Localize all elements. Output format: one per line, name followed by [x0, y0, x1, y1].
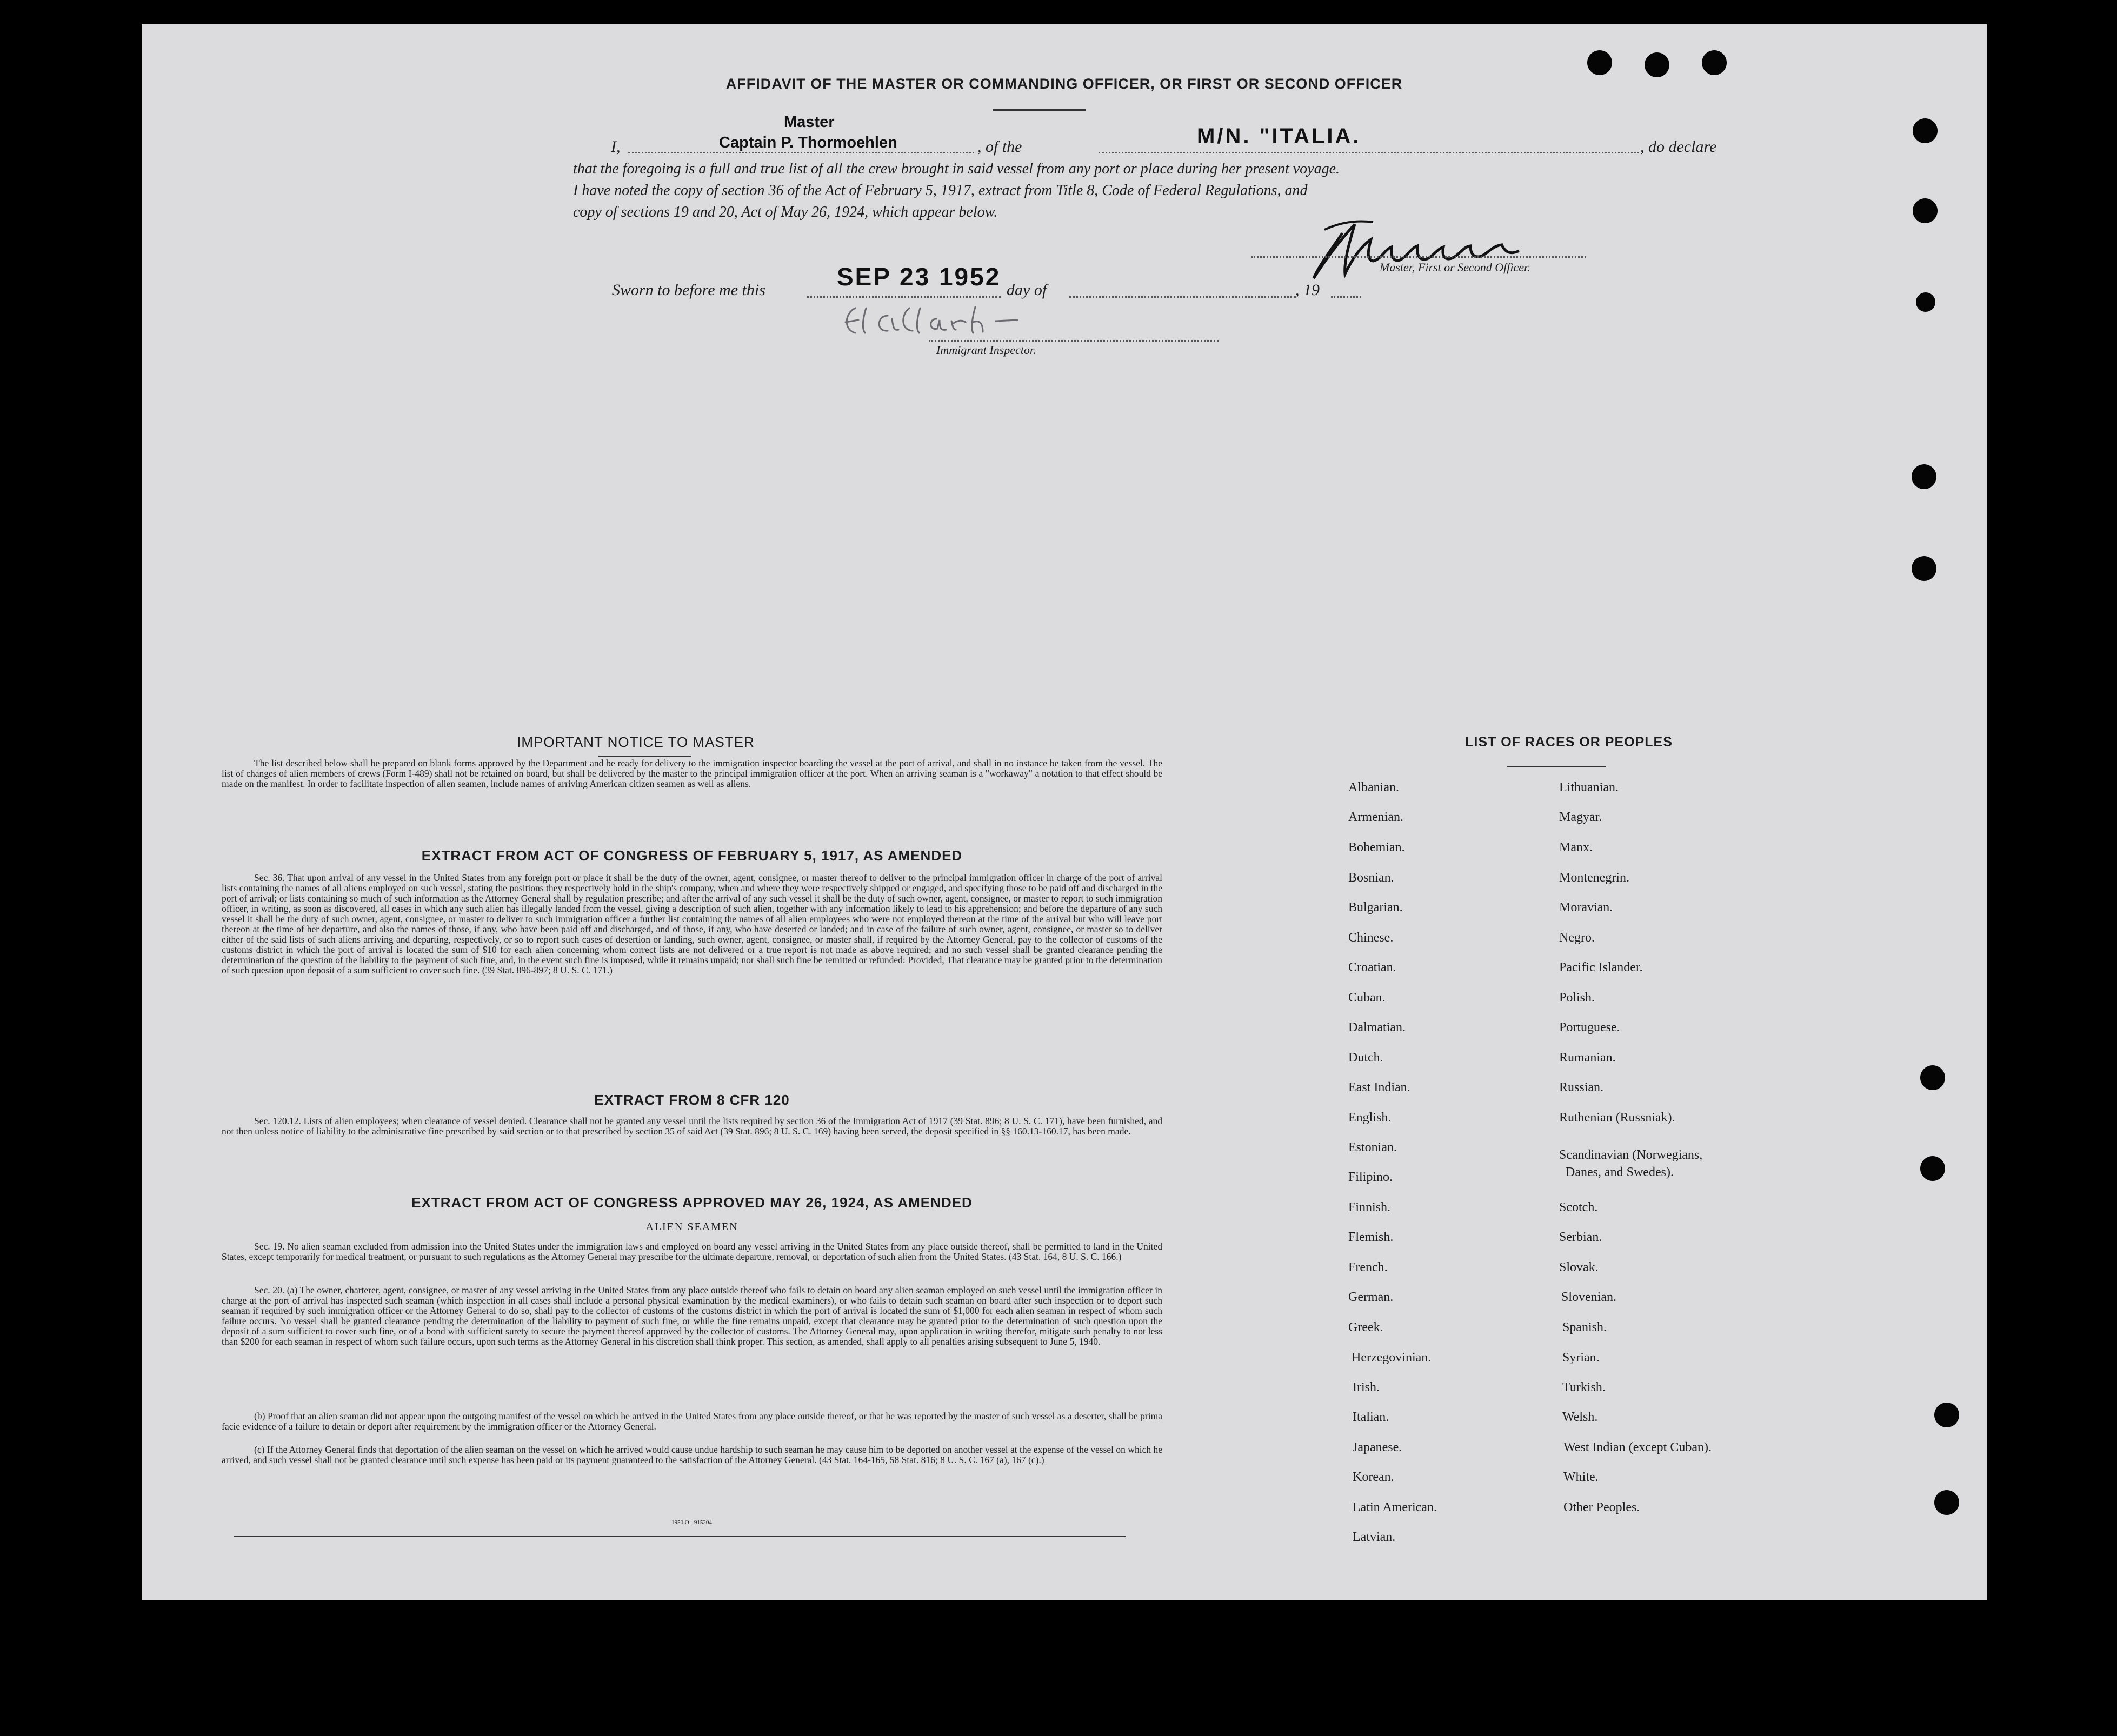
- race-item: Latin American.: [1353, 1500, 1437, 1514]
- race-item: Ruthenian (Russniak).: [1559, 1111, 1675, 1125]
- vessel-line: [1099, 152, 1639, 153]
- punch-hole: [1934, 1403, 1959, 1427]
- signature-line: [1251, 256, 1586, 258]
- extract-cfr-body: Sec. 120.12. Lists of alien employees; when clearance of vessel denied. Clearance shall not be granted any vessel until the lists required by section 36 of the Immigration Act of 1917 (39 Stat. 896; 8 U. S. C. 171), have been furnished, and not then unless notice of liability to the administrative fine prescribed by said section or to that prescribed by section 35 of said Act (39 Stat. 896; 8 U. S. C. 169) having been served, the deposit specified in §§ 160.13-160.17, has been made.: [222, 1116, 1162, 1137]
- race-item: Estonian.: [1348, 1140, 1397, 1154]
- declare-label: , do declare: [1640, 138, 1717, 156]
- month-line: [1069, 296, 1296, 298]
- race-item: Manx.: [1559, 840, 1593, 854]
- of-the-label: , of the: [977, 138, 1022, 156]
- alien-seamen-subtitle: ALIEN SEAMEN: [645, 1221, 738, 1233]
- race-item: Armenian.: [1348, 810, 1403, 824]
- print-code: 1950 O - 915204: [671, 1519, 712, 1526]
- race-item: Polish.: [1559, 991, 1595, 1005]
- race-item: French.: [1348, 1260, 1388, 1274]
- race-item: Slovenian.: [1561, 1290, 1616, 1304]
- extract-1924-title: EXTRACT FROM ACT OF CONGRESS APPROVED MAY 26, 1924, AS AMENDED: [411, 1194, 973, 1211]
- race-item: Serbian.: [1559, 1230, 1602, 1244]
- sec-20c-body: (c) If the Attorney General finds that deportation of the alien seaman on the vessel on which he arrived would cause undue hardship to such seaman he may cause him to be deported on another vessel at the expense of the vessel on which he arrived, and such vessel shall not be granted clearance until such expense has been paid or its payment guaranteed to the satisfaction of the Attorney General. (43 Stat. 164-165, 58 Stat. 816; 8 U. S. C. 167 (a), 167 (c).): [222, 1444, 1162, 1465]
- sec-19-body: Sec. 19. No alien seaman excluded from admission into the United States under the immigration laws and employed on board any vessel arriving in the United States from any place outside thereof, shall be permitted to land in the United States, except temporarily for medical treatment, or pursuant to such regulations as the Attorney General may prescribe for the ultimate departure, removal, or deportation of such alien from the United States. (43 Stat. 164, 8 U. S. C. 166.): [222, 1241, 1162, 1262]
- declaration-line-2: that the foregoing is a full and true list of all the crew brought in said vessel from any port or place during her present voyage.: [573, 161, 1340, 177]
- race-item: Irish.: [1353, 1380, 1380, 1394]
- race-item: Moravian.: [1559, 900, 1613, 914]
- race-item: Dalmatian.: [1348, 1020, 1406, 1034]
- title-divider: [993, 109, 1086, 111]
- race-item: Croatian.: [1348, 960, 1396, 974]
- race-item: Spanish.: [1562, 1320, 1607, 1334]
- race-item: Greek.: [1348, 1320, 1383, 1334]
- notice-divider: [598, 756, 691, 757]
- punch-hole: [1913, 198, 1938, 223]
- race-item: Portuguese.: [1559, 1020, 1620, 1034]
- punch-hole: [1912, 556, 1936, 581]
- sec-20b-body: (b) Proof that an alien seaman did not appear upon the outgoing manifest of the vessel on which he arrived in the United States from any place outside thereof, or that he was reported by the master of such vessel as a deserter, shall be prima facie evidence of a failure to detain or deport after requirement by the immigration officer or the Attorney General.: [222, 1411, 1162, 1432]
- race-item: Bohemian.: [1348, 840, 1405, 854]
- punch-hole: [1913, 118, 1938, 143]
- race-item: Rumanian.: [1559, 1051, 1616, 1065]
- race-item: Scotch.: [1559, 1200, 1598, 1214]
- punch-hole: [1912, 464, 1936, 489]
- race-item: Latvian.: [1353, 1530, 1396, 1544]
- stamp-date: SEP 23 1952: [837, 263, 1001, 291]
- race-item: Scandinavian (Norwegians, Danes, and Swedes).: [1559, 1148, 1703, 1179]
- race-item: Magyar.: [1559, 810, 1602, 824]
- vessel-name: M/N. "ITALIA.: [1197, 124, 1361, 148]
- punch-hole: [1916, 292, 1935, 312]
- race-item: Turkish.: [1562, 1380, 1606, 1394]
- race-item: Korean.: [1353, 1470, 1394, 1484]
- notice-body: The list described below shall be prepared on blank forms approved by the Department and be ready for delivery to the immigration inspector boarding the vessel at the port of arrival, and shall in no instance be taken from the vessel. The list of changes of alien members of crews (Form I-489) shall not be retained on board, but shall be delivered by the master to the principal immigration officer at the port. When an arriving seaman is a "workaway" a notation to that effect should be made on the manifest. In order to facilitate inspection of alien seamen, include names of arriving American citizen seamen as well as aliens.: [222, 758, 1162, 789]
- signature-caption: Master, First or Second Officer.: [1380, 261, 1530, 274]
- race-item: Bosnian.: [1348, 871, 1394, 885]
- race-item: Lithuanian.: [1559, 780, 1619, 794]
- race-item: Other Peoples.: [1563, 1500, 1640, 1514]
- document-page: [142, 24, 1987, 1600]
- i-label: I,: [611, 138, 621, 156]
- race-item: Syrian.: [1562, 1351, 1600, 1365]
- master-name-line: [628, 152, 974, 153]
- extract-cfr-title: EXTRACT FROM 8 CFR 120: [594, 1092, 790, 1108]
- inspector-signature: [834, 297, 1071, 346]
- declaration-line-4: copy of sections 19 and 20, Act of May 26, 1924, which appear below.: [573, 204, 998, 221]
- race-item: Slovak.: [1559, 1260, 1599, 1274]
- punch-hole: [1934, 1490, 1959, 1515]
- punch-hole: [1702, 50, 1727, 75]
- race-item: Negro.: [1559, 931, 1595, 945]
- master-rank: Master: [784, 113, 835, 131]
- races-title: LIST OF RACES OR PEOPLES: [1465, 735, 1673, 750]
- inspector-caption: Immigrant Inspector.: [936, 343, 1036, 357]
- races-divider: [1507, 766, 1606, 767]
- race-item: Japanese.: [1353, 1440, 1402, 1454]
- race-item: English.: [1348, 1111, 1392, 1125]
- punch-hole: [1587, 50, 1612, 75]
- race-item: Welsh.: [1562, 1410, 1598, 1424]
- race-item: Pacific Islander.: [1559, 960, 1643, 974]
- punch-hole: [1645, 52, 1669, 77]
- race-item: Filipino.: [1348, 1170, 1393, 1184]
- race-item: Finnish.: [1348, 1200, 1391, 1214]
- race-item: Flemish.: [1348, 1230, 1394, 1244]
- punch-hole: [1920, 1156, 1945, 1181]
- sec-20a-body: Sec. 20. (a) The owner, charterer, agent, consignee, or master of any vessel arriving in the United States from any place outside thereof who fails to detain on board any alien seaman employed on such vessel until the immigration officer in charge at the port of arrival has inspected such seaman (which inspection in all cases shall include a personal physical examination by the medical examiners), or who fails to detain such seaman on board after such inspection or to deport such seaman if required by such immigration officer or the Attorney General to do so, shall pay to the collector of customs of the customs district in which the port of arrival is located the sum of $1,000 for each alien seaman in respect of whom such failure occurs. No vessel shall be granted clearance pending the determination of the liability to payment of such fine, or while the fine remains unpaid, except that clearance may be granted prior to the determination of such question upon the deposit of a sum sufficient to cover such fine, or of a bond with sufficient surety to secure the payment thereof approved by the collector of customs. The Attorney General may, upon application in writing therefor, mitigate such penalty to not less than $200 for each seaman in respect of whom such failure occurs, upon such terms as the Attorney General in his discretion shall think proper. This section, as amended, shall apply to all penalties arising subsequent to June 5, 1940.: [222, 1285, 1162, 1347]
- race-item: East Indian.: [1348, 1080, 1410, 1094]
- bottom-rule: [234, 1536, 1126, 1537]
- race-item: Italian.: [1353, 1410, 1389, 1424]
- race-item: Montenegrin.: [1559, 871, 1629, 885]
- year-label: , 19: [1295, 281, 1320, 299]
- inspector-line: [929, 340, 1219, 342]
- declaration-line-3: I have noted the copy of section 36 of the Act of February 5, 1917, extract from Title 8, Code of Federal Regulations, and: [573, 182, 1308, 199]
- year-line: [1331, 296, 1361, 298]
- race-item: Chinese.: [1348, 931, 1394, 945]
- punch-hole: [1920, 1065, 1945, 1090]
- sworn-label: Sworn to before me this: [612, 281, 765, 299]
- extract-1917-title: EXTRACT FROM ACT OF CONGRESS OF FEBRUARY 5, 1917, AS AMENDED: [421, 847, 963, 864]
- race-item: Herzegovinian.: [1352, 1351, 1432, 1365]
- master-signature: [1292, 208, 1584, 289]
- extract-1917-body: Sec. 36. That upon arrival of any vessel in the United States from any foreign port or place it shall be the duty of the owner, agent, consignee, or master thereof to deliver to the principal immigration officer in charge of the port of arrival lists containing the names of all aliens employed on such vessel, stating the positions they respectively hold in the ship's company, when and where they were respectively shipped or engaged, and specifying those to be paid off and discharged in the port of arrival; or lists containing so much of such information as the Attorney General shall by regulation prescribe; and after the arrival of any such vessel it shall be the duty of such owner, agent, consignee, or master to report to such immigration officer, in writing, as soon as discovered, all cases in which any such alien has illegally landed from the vessel, giving a description of such alien, together with any information likely to lead to his apprehension; and before the departure of any such vessel it shall be the duty of such owner, agent, consignee, or master to deliver to such immigration officer a further list containing the names of all alien employees who were not employed thereon at the time of the arrival but who will leave port thereon at the time of her departure, and also the names of those, if any, who have been paid off and discharged, and of those, if any, who have deserted or landed; and in case of the failure of such owner, agent, consignee, or master so to deliver either of the said lists of such aliens arriving and departing, respectively, or so to report such cases of desertion or landing, such owner, agent, consignee, or master shall, if required by the Attorney General, pay to the collector of customs of the customs district in which the port of arrival is located the sum of $10 for each alien concerning whom correct lists are not delivered or a true report is not made as above required; and no such vessel shall be granted clearance pending the determination of the question of the liability to the payment of such fine, and, in the event such fine is imposed, while it remains unpaid; nor shall such fine be remitted or refunded: Provided, That clearance may be granted prior to the determination of such question upon deposit of a sum sufficient to cover such fine. (39 Stat. 896-897; 8 U. S. C. 171.): [222, 872, 1162, 976]
- affidavit-title: AFFIDAVIT OF THE MASTER OR COMMANDING OFFICER, OR FIRST OR SECOND OFFICER: [725, 76, 1403, 92]
- race-item: Bulgarian.: [1348, 900, 1403, 914]
- notice-title: IMPORTANT NOTICE TO MASTER: [517, 734, 755, 750]
- day-of-label: day of: [1007, 281, 1047, 299]
- race-item: Albanian.: [1348, 780, 1399, 794]
- race-item: Russian.: [1559, 1080, 1604, 1094]
- race-item: White.: [1563, 1470, 1599, 1484]
- race-item: Cuban.: [1348, 991, 1386, 1005]
- master-name: Captain P. Thormoehlen: [719, 134, 897, 151]
- race-item: West Indian (except Cuban).: [1563, 1440, 1712, 1454]
- race-item: Dutch.: [1348, 1051, 1383, 1065]
- race-item: German.: [1348, 1290, 1394, 1304]
